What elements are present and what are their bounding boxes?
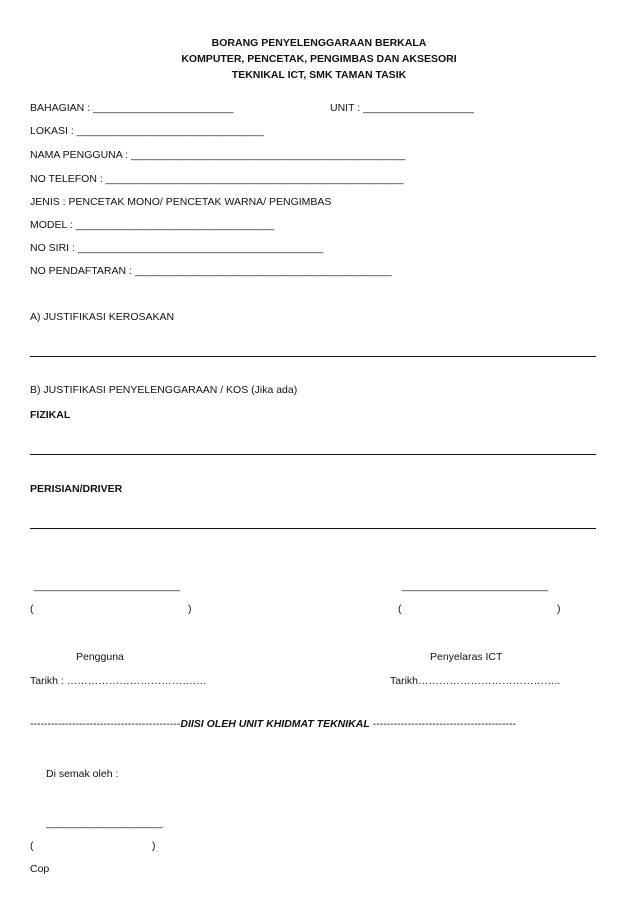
checker-paren-close: )	[152, 840, 156, 852]
name-paren-open-right: (	[398, 603, 402, 615]
name-paren-close-right: )	[557, 603, 561, 615]
di-semak-oleh-label: Di semak oleh :	[46, 768, 119, 780]
penyelaras-ict-label: Penyelaras ICT	[430, 651, 503, 663]
no-pendaftaran-field[interactable]: NO PENDAFTARAN : ____________________________________________	[30, 265, 392, 277]
fizikal-label: FIZIKAL	[30, 409, 71, 421]
divider-dashes-right: -----------------------------------------	[372, 718, 517, 730]
pengguna-label: Pengguna	[76, 651, 124, 663]
form-title-line-1: BORANG PENYELENGGARAAN BERKALA	[211, 37, 427, 49]
checker-signature-line[interactable]: ____________________	[46, 817, 163, 829]
perisian-driver-label: PERISIAN/DRIVER	[30, 483, 123, 495]
tarikh-field-penyelaras[interactable]: Tarikh…………………………………..	[390, 675, 561, 687]
form-title-line-2: KOMPUTER, PENCETAK, PENGIMBAS DAN AKSESORI	[181, 53, 457, 65]
fizikal-answer-line[interactable]	[30, 454, 596, 455]
cop-label: Cop	[30, 863, 50, 875]
office-use-divider	[30, 718, 516, 730]
lokasi-field[interactable]: LOKASI : ________________________________	[30, 125, 264, 137]
divider-dashes-left: -------------------------------------------	[30, 718, 181, 730]
office-use-label: DIISI OLEH UNIT KHIDMAT TEKNIKAL	[180, 718, 370, 730]
perisian-answer-line[interactable]	[30, 528, 596, 529]
name-paren-open-left: (	[30, 603, 34, 615]
bahagian-field[interactable]: BAHAGIAN : ________________________	[30, 102, 234, 114]
jenis-field[interactable]: JENIS : PENCETAK MONO/ PENCETAK WARNA/ PENGIMBAS	[30, 196, 332, 208]
section-a-label: A) JUSTIFIKASI KEROSAKAN	[30, 311, 175, 323]
section-a-answer-line[interactable]	[30, 356, 596, 357]
no-telefon-field[interactable]: NO TELEFON : ___________________________________________________	[30, 173, 404, 185]
nama-pengguna-field[interactable]: NAMA PENGGUNA : _______________________________________________	[30, 149, 406, 161]
model-field[interactable]: MODEL : __________________________________	[30, 219, 275, 231]
no-siri-field[interactable]: NO SIRI : __________________________________________	[30, 242, 324, 254]
section-b-label: B) JUSTIFIKASI PENYELENGGARAAN / KOS (Jika ada)	[30, 384, 298, 396]
unit-field[interactable]: UNIT : ___________________	[330, 102, 475, 114]
name-paren-close-left: )	[188, 603, 192, 615]
signature-line-pengguna[interactable]: _________________________	[34, 580, 180, 592]
tarikh-field-pengguna[interactable]: Tarikh : ………………………………….	[30, 675, 207, 687]
form-title-line-3: TEKNIKAL ICT, SMK TAMAN TASIK	[231, 69, 407, 81]
signature-line-penyelaras[interactable]: _________________________	[402, 580, 548, 592]
checker-paren-open: (	[30, 840, 34, 852]
